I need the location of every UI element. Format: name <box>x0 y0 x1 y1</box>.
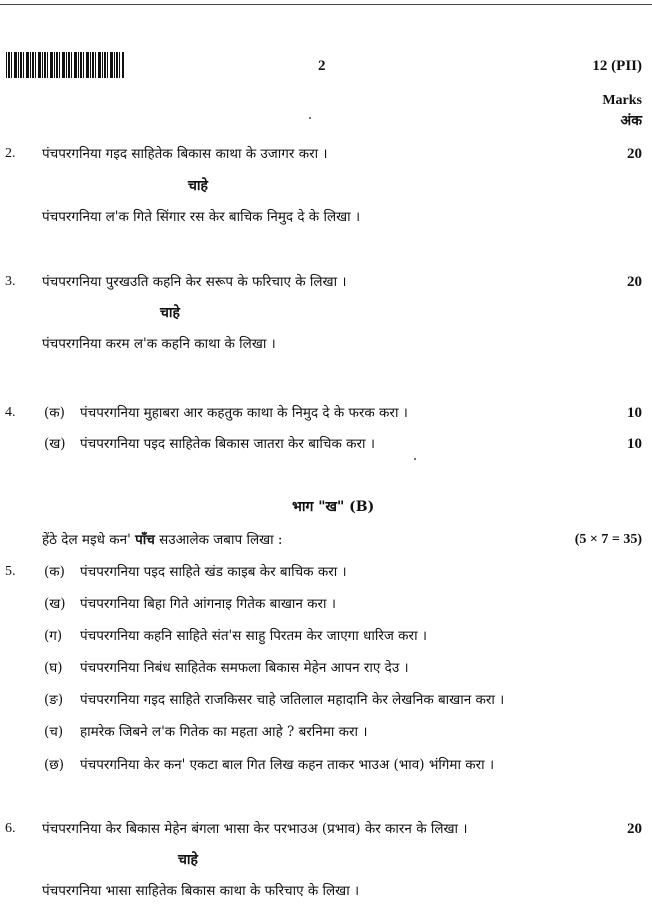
sub-question-text: पंचपरगनिया गइद साहिते राजकिसर चाहे जतिलाल महादानि केर लेखनिक बाखान करा । <box>80 692 505 708</box>
instruction-text: हेंठे देल मइधे कन' <box>42 532 131 548</box>
sub-question-label: (ख) <box>44 436 66 452</box>
question-text: पंचपरगनिया पुरखउति कहनि केर सरूप के फरिचाए के लिखा । <box>42 274 347 290</box>
barcode-graphic <box>6 52 124 78</box>
question-alt-text: पंचपरगनिया ल'क गिते सिंगार रस केर बाचिक निमुद दे के लिखा । <box>42 209 361 225</box>
marks-heading-hi: अंक <box>620 113 642 129</box>
sub-question-text: पंचपरगनिया बिहा गिते आंगनाइ गितेक बाखान करा । <box>80 596 336 612</box>
question-text: पंचपरगनिया केर बिकास मेहेन बंगला भासा केर परभाउअ (प्रभाव) केर कारन के लिखा । <box>42 821 468 837</box>
scan-speck <box>414 458 416 460</box>
sub-question-label: (च) <box>44 724 64 740</box>
question-number: 4. <box>5 405 16 420</box>
or-label: चाहे <box>188 178 208 194</box>
or-label: चाहे <box>160 305 180 321</box>
question-number: 3. <box>5 274 16 289</box>
question-alt-text: पंचपरगनिया करम ल'क कहनि काथा के लिखा । <box>42 336 276 352</box>
question-alt-text: पंचपरगनिया भासा साहितेक बिकास काथा के फरिचाए के लिखा । <box>42 883 360 899</box>
or-label: चाहे <box>178 852 198 868</box>
section-instruction <box>42 530 282 548</box>
page-number: 2 <box>318 58 326 74</box>
sub-question-text: पंचपरगनिया पइद साहिते खंड काइब केर बाचिक करा । <box>80 564 347 580</box>
sub-question-text: पंचपरगनिया मुहाबरा आर कहतुक काथा के निमुद दे के फरक करा । <box>80 405 408 421</box>
paper-code: 12 (PII) <box>592 58 642 74</box>
question-marks: 20 <box>627 274 642 290</box>
question-number: 2. <box>5 146 16 161</box>
instruction-emphasis: पाँच <box>135 532 155 548</box>
instruction-text: सउआलेक जबाप लिखा : <box>159 532 283 548</box>
sub-question-text: पंचपरगनिया कहनि साहिते संत'स साहु पिरतम केर जाएगा धारिज करा । <box>80 628 427 644</box>
sub-question-text: पंचपरगनिया केर कन' एकटा बाल गित लिख कहन ताकर भाउअ (भाव) भंगिमा करा । <box>80 757 495 773</box>
sub-question-label: (घ) <box>44 660 63 676</box>
sub-question-text: पंचपरगनिया निबंध साहितेक समफला बिकास मेहेन आपन राए देउ । <box>80 660 409 676</box>
question-marks: 20 <box>627 146 642 162</box>
section-heading: भाग "ख" (B) <box>292 499 375 515</box>
sub-question-label: (ग) <box>44 628 63 644</box>
marks-heading-en: Marks <box>602 93 642 108</box>
sub-question-label: (क) <box>44 564 65 580</box>
question-marks: 20 <box>627 821 642 837</box>
top-rule <box>0 4 652 5</box>
sub-question-label: (ङ) <box>44 692 64 708</box>
sub-question-text: हामरेक जिबने ल'क गितेक का महता आहे ? बरनिमा करा । <box>80 724 368 740</box>
sub-question-label: (ख) <box>44 596 66 612</box>
sub-question-label: (छ) <box>44 757 64 773</box>
question-number: 5. <box>5 564 16 579</box>
sub-question-text: पंचपरगनिया पइद साहितेक बिकास जातरा केर बाचिक करा । <box>80 436 375 452</box>
sub-question-marks: 10 <box>627 405 642 421</box>
sub-question-marks: 10 <box>627 436 642 452</box>
question-number: 6. <box>5 821 16 836</box>
marks-scheme: (5 × 7 = 35) <box>574 532 642 547</box>
question-text: पंचपरगनिया गइद साहितेक बिकास काथा के उजागर करा । <box>42 146 328 162</box>
sub-question-label: (क) <box>44 405 65 421</box>
scan-speck <box>309 117 311 119</box>
